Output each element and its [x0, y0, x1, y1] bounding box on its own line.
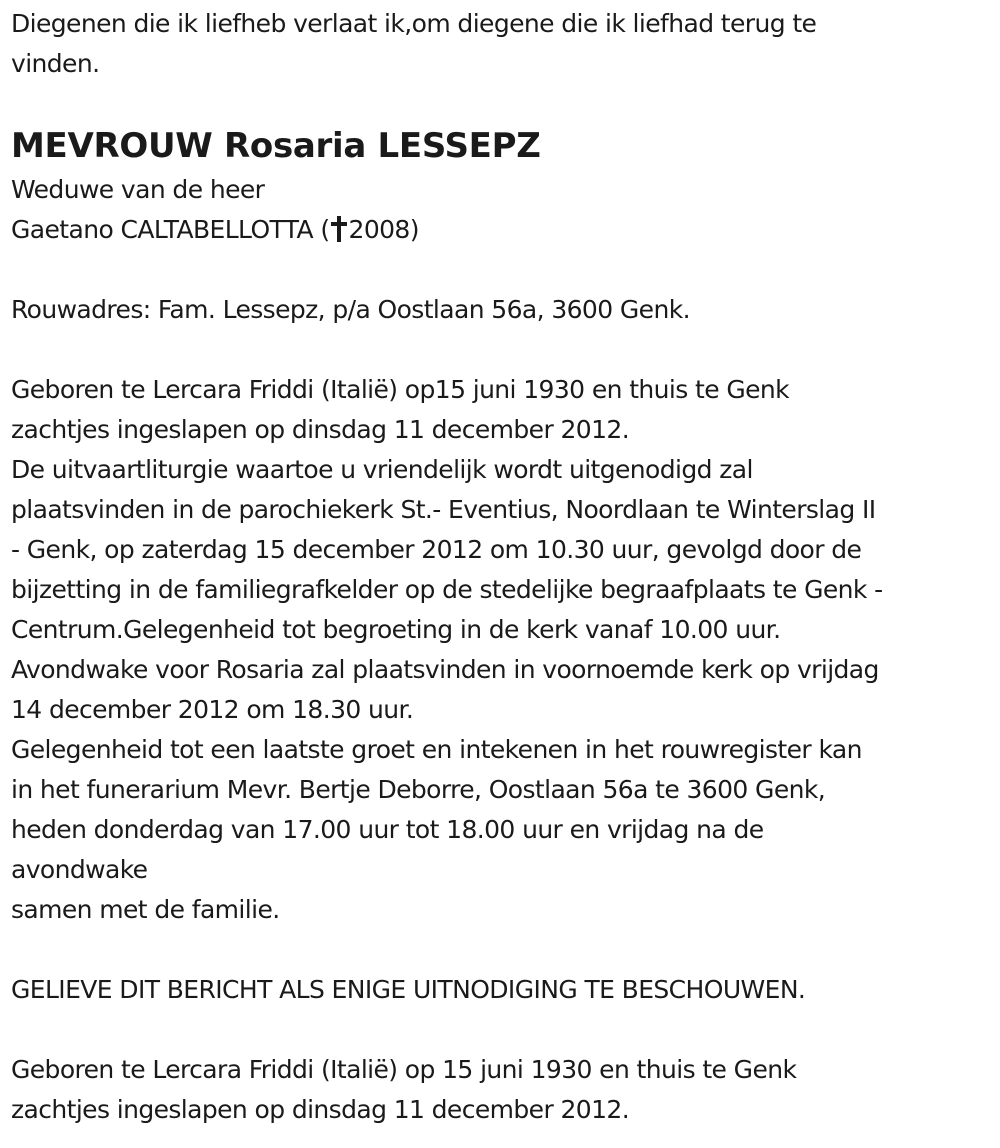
widow-line: Weduwe van de heer — [11, 175, 265, 204]
body-line: bijzetting in de familiegrafkelder op de stedelijke begraafplaats te Genk - — [11, 575, 883, 604]
body-line: - Genk, op zaterdag 15 december 2012 om 10.30 uur, gevolgd door de — [11, 535, 862, 564]
intro-line: Diegenen die ik liefheb verlaat ik,om diegene die ik liefhad terug te — [11, 9, 817, 38]
deceased-name: MEVROUW Rosaria LESSEPZ — [11, 126, 541, 166]
spacer — [11, 250, 996, 290]
invitation-notice: GELIEVE DIT BERICHT ALS ENIGE UITNODIGING TE BESCHOUWEN. — [11, 975, 806, 1004]
body-line: Geboren te Lercara Friddi (Italië) op15 juni 1930 en thuis te Genk — [11, 375, 790, 404]
intro-line: vinden. — [11, 49, 100, 78]
intro-quote — [11, 4, 996, 84]
body-line: heden donderdag van 17.00 uur tot 18.00 uur en vrijdag na de — [11, 815, 764, 844]
spouse-line — [11, 210, 996, 250]
body-line: samen met de familie. — [11, 895, 280, 924]
body-line: 14 december 2012 om 18.30 uur. — [11, 695, 414, 724]
body-line: avondwake — [11, 855, 148, 884]
body-line: Centrum.Gelegenheid tot begroeting in de kerk vanaf 10.00 uur. — [11, 615, 781, 644]
closing-line: Geboren te Lercara Friddi (Italië) op 15 juni 1930 en thuis te Genk — [11, 1055, 797, 1084]
latin-cross-icon — [331, 216, 347, 242]
body-line: Avondwake voor Rosaria zal plaatsvinden in voornoemde kerk op vrijdag — [11, 655, 879, 684]
spacer — [11, 330, 996, 370]
spouse-name: Gaetano CALTABELLOTTA ( — [11, 215, 330, 244]
body-line: plaatsvinden in de parochiekerk St.- Eventius, Noordlaan te Winterslag II — [11, 495, 876, 524]
spacer — [11, 930, 996, 970]
spouse-death-year: 2008) — [348, 215, 419, 244]
mourning-address: Rouwadres: Fam. Lessepz, p/a Oostlaan 56a, 3600 Genk. — [11, 295, 690, 324]
body-line: zachtjes ingeslapen op dinsdag 11 december 2012. — [11, 415, 630, 444]
obituary-notice — [11, 4, 996, 1130]
body-line: Gelegenheid tot een laatste groet en intekenen in het rouwregister kan — [11, 735, 862, 764]
obituary-body — [11, 370, 996, 930]
spacer — [11, 1010, 996, 1050]
body-line: De uitvaartliturgie waartoe u vriendelijk wordt uitgenodigd zal — [11, 455, 753, 484]
closing-paragraph — [11, 1050, 996, 1130]
body-line: in het funerarium Mevr. Bertje Deborre, Oostlaan 56a te 3600 Genk, — [11, 775, 826, 804]
closing-line: zachtjes ingeslapen op dinsdag 11 december 2012. — [11, 1095, 630, 1124]
